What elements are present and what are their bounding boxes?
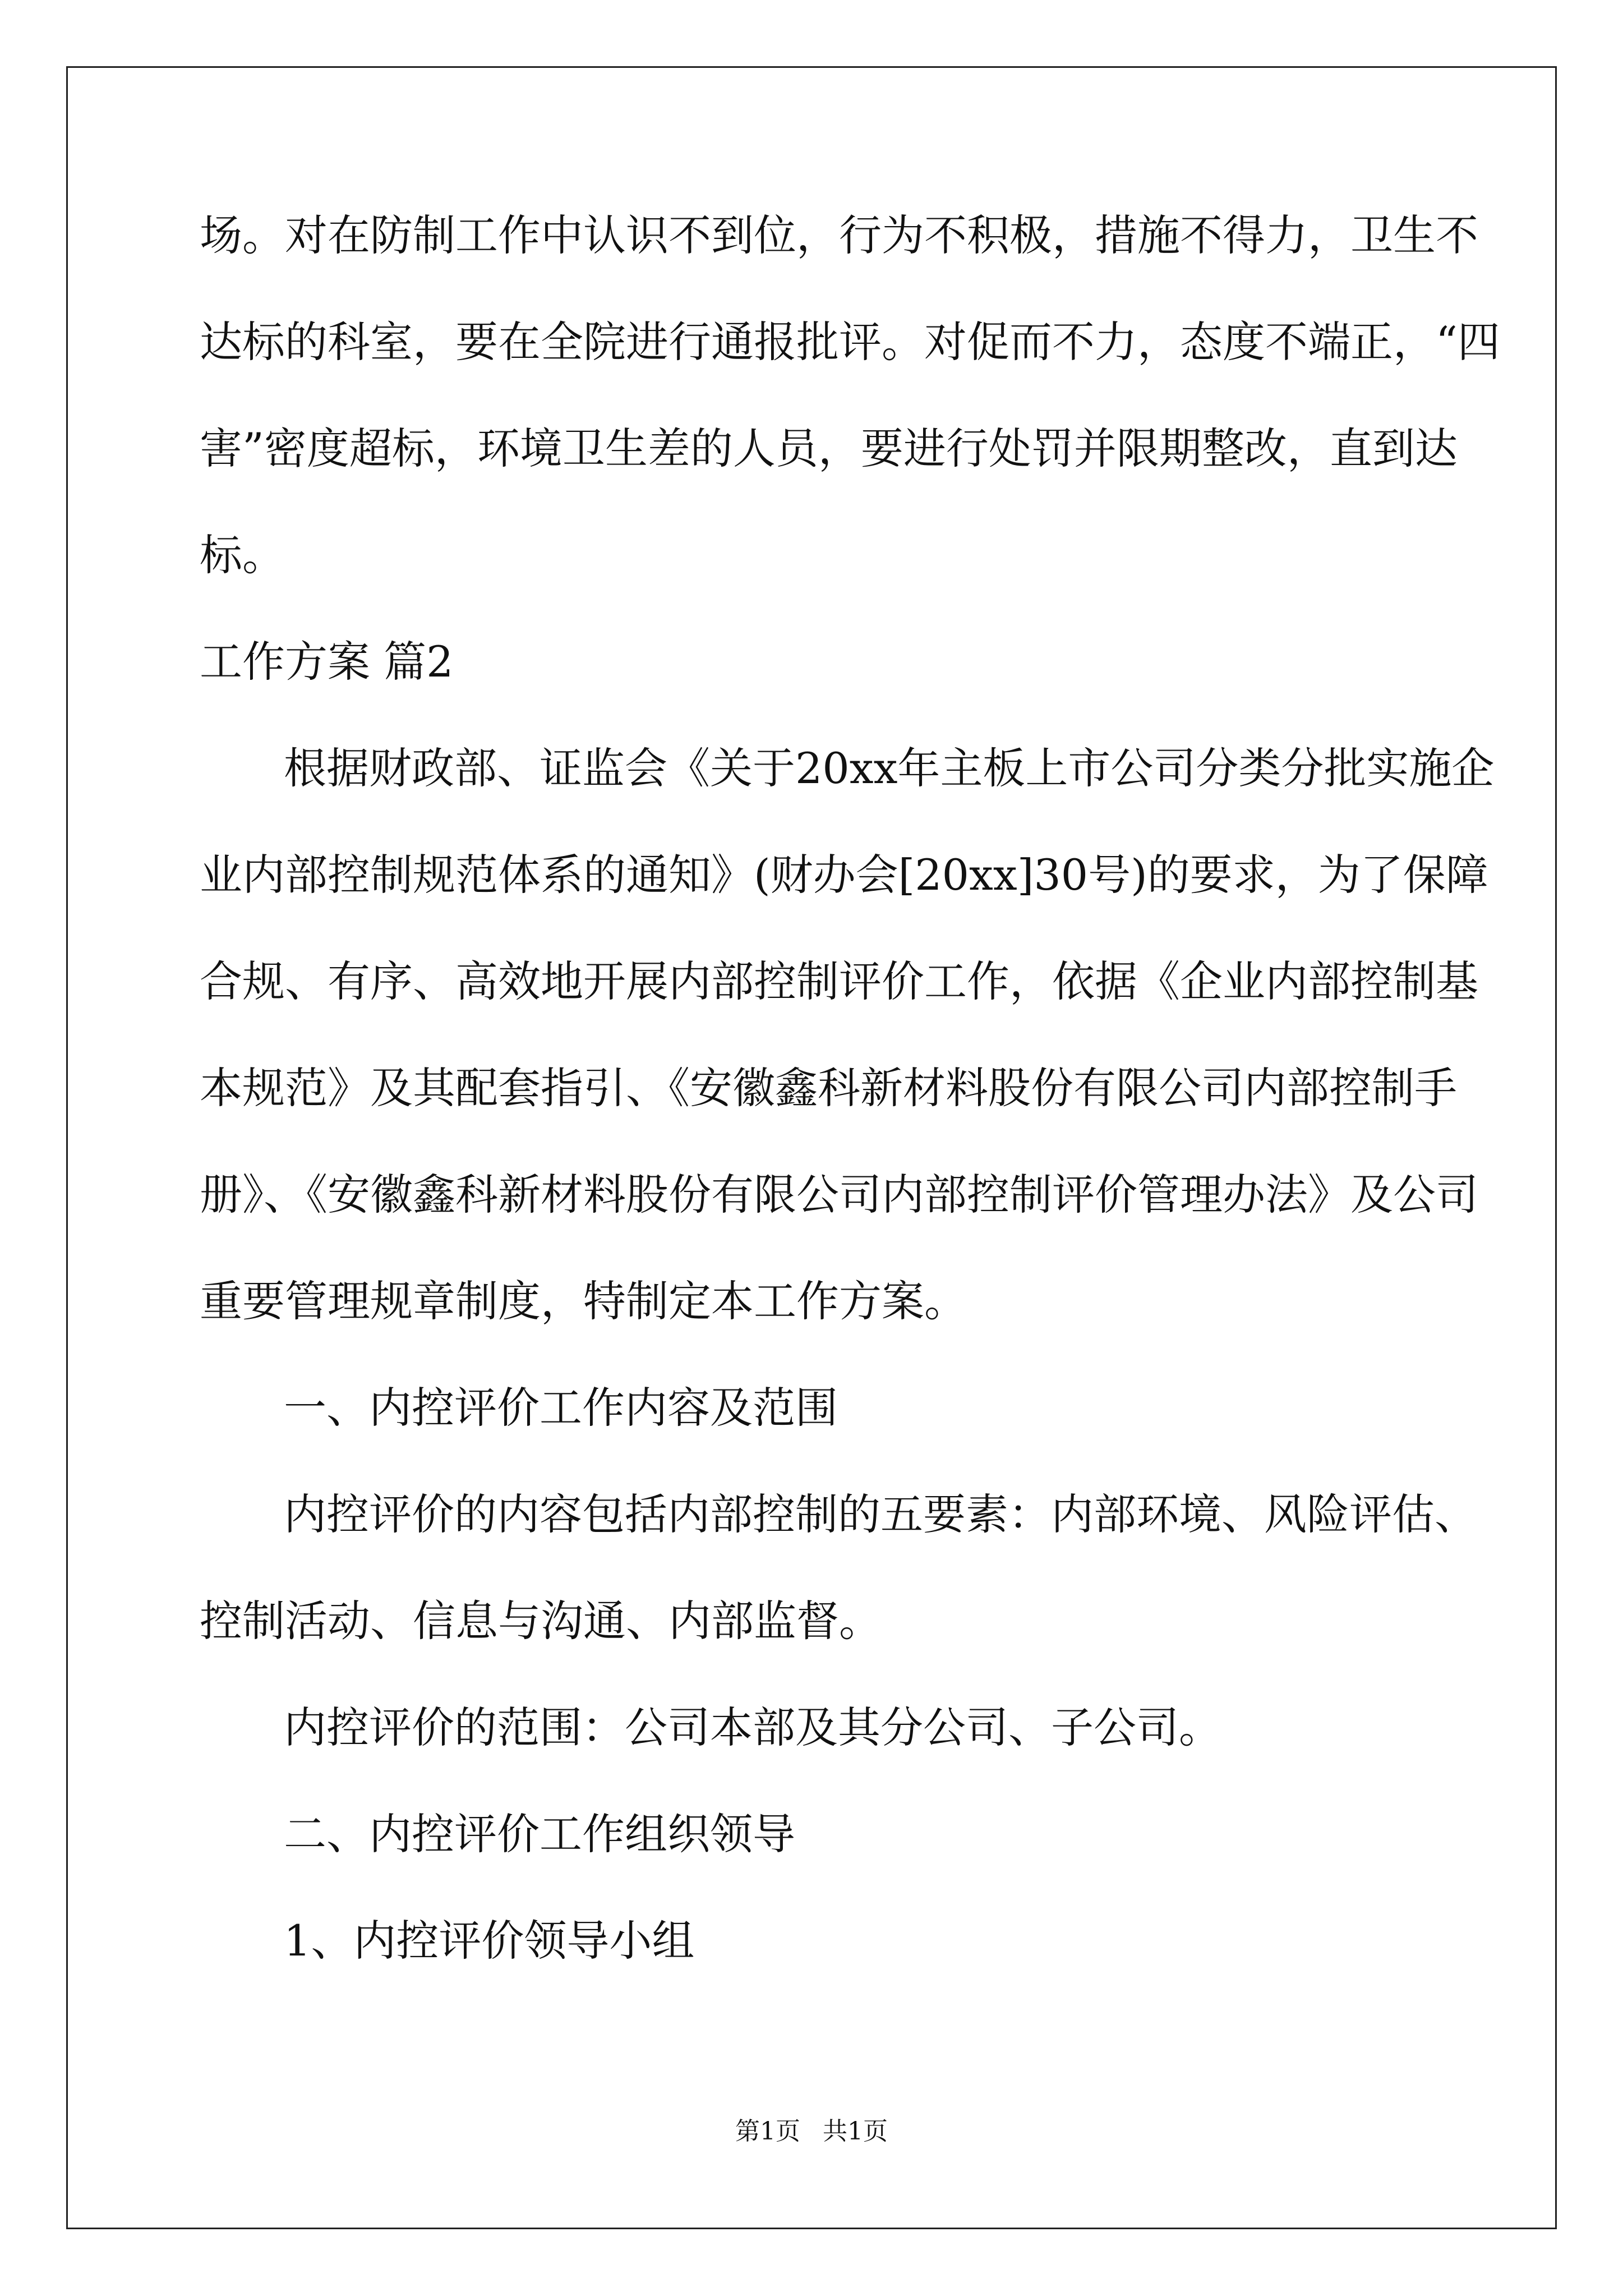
paragraph-line: 场。对在防制工作中认识不到位，行为不积极，措施不得力，卫生不 xyxy=(200,210,1478,260)
subsection-heading: 二、内控评价工作组织领导 xyxy=(284,1809,795,1859)
subsection-heading: 1、内控评价领导小组 xyxy=(284,1916,695,1966)
paragraph-line: 内控评价的内容包括内部控制的五要素：内部环境、风险评估、 xyxy=(284,1489,1477,1539)
paragraph-line: 册》、《安徽鑫科新材料股份有限公司内部控制评价管理办法》及公司 xyxy=(200,1170,1478,1220)
subsection-heading: 一、内控评价工作内容及范围 xyxy=(284,1383,838,1433)
paragraph-line: 合规、有序、高效地开展内部控制评价工作，依据《企业内部控制基 xyxy=(200,956,1478,1006)
paragraph-line: 害”密度超标，环境卫生差的人员，要进行处罚并限期整改，直到达 xyxy=(200,424,1458,473)
page-border xyxy=(66,66,1557,2229)
section-heading: 工作方案 篇2 xyxy=(200,637,454,687)
page-footer xyxy=(0,2115,1623,2148)
paragraph-line: 内控评价的范围：公司本部及其分公司、子公司。 xyxy=(284,1703,1221,1752)
paragraph-line: 根据财政部、证监会《关于20xx年主板上市公司分类分批实施企 xyxy=(284,743,1495,793)
paragraph-line: 本规范》及其配套指引、《安徽鑫科新材料股份有限公司内部控制手 xyxy=(200,1063,1457,1113)
paragraph-line: 达标的科室，要在全院进行通报批评。对促而不力，态度不端正，“四 xyxy=(200,317,1500,367)
paragraph-line: 控制活动、信息与沟通、内部监督。 xyxy=(200,1596,882,1646)
paragraph-line: 标。 xyxy=(200,530,285,580)
paragraph-line: 业内部控制规范体系的通知》(财办会[20xx]30号)的要求，为了保障 xyxy=(200,850,1488,900)
page-total: 共1页 xyxy=(823,2117,888,2146)
page-number: 第1页 xyxy=(735,2117,800,2146)
paragraph-line: 重要管理规章制度，特制定本工作方案。 xyxy=(200,1276,967,1326)
